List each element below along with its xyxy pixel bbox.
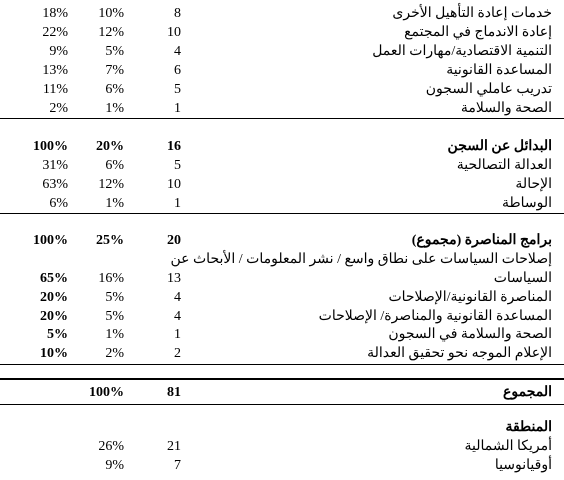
row-label: الإعلام الموجه نحو تحقيق العدالة	[367, 346, 552, 361]
section-header-row	[0, 418, 564, 437]
pct-of-group: 65%	[40, 271, 68, 286]
pct-of-total: 12%	[98, 177, 124, 192]
row-label: الصحة والسلامة	[460, 101, 552, 116]
row-label: العدالة التصالحية	[456, 158, 552, 173]
count: 20	[167, 233, 181, 248]
row-label: أوقيانوسيا	[494, 458, 552, 473]
section-header-row	[0, 231, 564, 250]
pct-of-group: 31%	[42, 158, 68, 173]
section-divider	[0, 364, 564, 365]
row-label: المساعدة القانونية	[446, 63, 552, 78]
pct-of-group: 9%	[49, 44, 68, 59]
pct-of-group: 2%	[49, 101, 68, 116]
pct-of-total: 5%	[105, 44, 124, 59]
pct-of-group: 22%	[42, 25, 68, 40]
row-label: التنمية الاقتصادية/مهارات العمل	[372, 44, 552, 59]
pct-of-group: 20%	[40, 290, 68, 305]
section-header-row	[0, 137, 564, 156]
count: 6	[174, 63, 181, 78]
table-row	[0, 307, 564, 326]
section-divider	[0, 118, 564, 119]
pct-of-group: 63%	[42, 177, 68, 192]
table-row	[0, 288, 564, 307]
row-label: السياسات	[493, 271, 552, 286]
total-pct: 100%	[89, 385, 124, 400]
pct-of-group: 11%	[42, 82, 68, 97]
row-label-continued: إصلاحات السياسات على نطاق واسع / نشر المعلومات / الأبحاث عن	[170, 252, 552, 267]
pct-of-total: 12%	[98, 25, 124, 40]
count: 1	[174, 327, 181, 342]
section-title: برامج المناصرة (مجموع)	[411, 233, 552, 248]
pct-of-group: 20%	[40, 309, 68, 324]
table-row	[0, 156, 564, 175]
count: 10	[167, 25, 181, 40]
pct-of-total: 25%	[96, 233, 124, 248]
table-row	[0, 80, 564, 99]
table-row	[0, 175, 564, 194]
row-label: المساعدة القانونية والمناصرة/ الإصلاحات	[318, 309, 552, 324]
section-title: المنطقة	[505, 420, 552, 435]
count: 8	[174, 6, 181, 21]
pct-of-total: 26%	[98, 439, 124, 454]
row-label: خدمات إعادة التأهيل الأخرى	[392, 6, 552, 21]
pct-of-total: 16%	[98, 271, 124, 286]
row-label: إعادة الاندماج في المجتمع	[404, 25, 552, 40]
count: 2	[174, 346, 181, 361]
table-row	[0, 344, 564, 363]
row-label: تدريب عاملي السجون	[425, 82, 552, 97]
row-label: الوساطة	[501, 196, 552, 211]
pct-of-group: 100%	[33, 139, 68, 154]
table-row	[0, 23, 564, 42]
count: 4	[174, 309, 181, 324]
pct-of-group: 10%	[40, 346, 68, 361]
pct-of-group: 100%	[33, 233, 68, 248]
pct-of-group: 5%	[47, 327, 68, 342]
table-row	[0, 42, 564, 61]
pct-of-total: 6%	[105, 82, 124, 97]
pct-of-group: 6%	[49, 196, 68, 211]
row-label: الصحة والسلامة في السجون	[388, 327, 552, 342]
count: 4	[174, 290, 181, 305]
pct-of-total: 5%	[105, 290, 124, 305]
section-title: البدائل عن السجن	[447, 139, 552, 154]
count: 1	[174, 101, 181, 116]
count: 16	[167, 139, 181, 154]
count: 5	[174, 158, 181, 173]
table-row	[0, 61, 564, 80]
pct-of-total: 1%	[105, 101, 124, 116]
count: 1	[174, 196, 181, 211]
pct-of-total: 1%	[105, 196, 124, 211]
row-label: أمريكا الشمالية	[464, 439, 552, 454]
table-row	[0, 194, 564, 213]
total-count: 81	[167, 385, 181, 400]
pct-of-total: 6%	[105, 158, 124, 173]
table-row	[0, 325, 564, 344]
pct-of-total: 10%	[98, 6, 124, 21]
row-label: الإحالة	[515, 177, 552, 192]
total-row	[0, 383, 564, 402]
pct-of-total: 5%	[105, 309, 124, 324]
count: 21	[167, 439, 181, 454]
section-divider	[0, 404, 564, 405]
table-row	[0, 4, 564, 23]
table-row	[0, 437, 564, 456]
count: 10	[167, 177, 181, 192]
pct-of-total: 2%	[105, 346, 124, 361]
pct-of-group: 18%	[42, 6, 68, 21]
total-label: المجموع	[503, 385, 552, 400]
count: 4	[174, 44, 181, 59]
table-row	[0, 250, 564, 269]
table-row	[0, 269, 564, 288]
table-row	[0, 456, 564, 475]
pct-of-total: 7%	[105, 63, 124, 78]
section-divider	[0, 213, 564, 214]
table-row	[0, 99, 564, 118]
count: 13	[167, 271, 181, 286]
pct-of-total: 20%	[96, 139, 124, 154]
row-label: المناصرة القانونية/الإصلاحات	[388, 290, 552, 305]
pct-of-total: 9%	[105, 458, 124, 473]
count: 7	[174, 458, 181, 473]
total-top-rule	[0, 378, 564, 380]
count: 5	[174, 82, 181, 97]
pct-of-group: 13%	[42, 63, 68, 78]
pct-of-total: 1%	[105, 327, 124, 342]
